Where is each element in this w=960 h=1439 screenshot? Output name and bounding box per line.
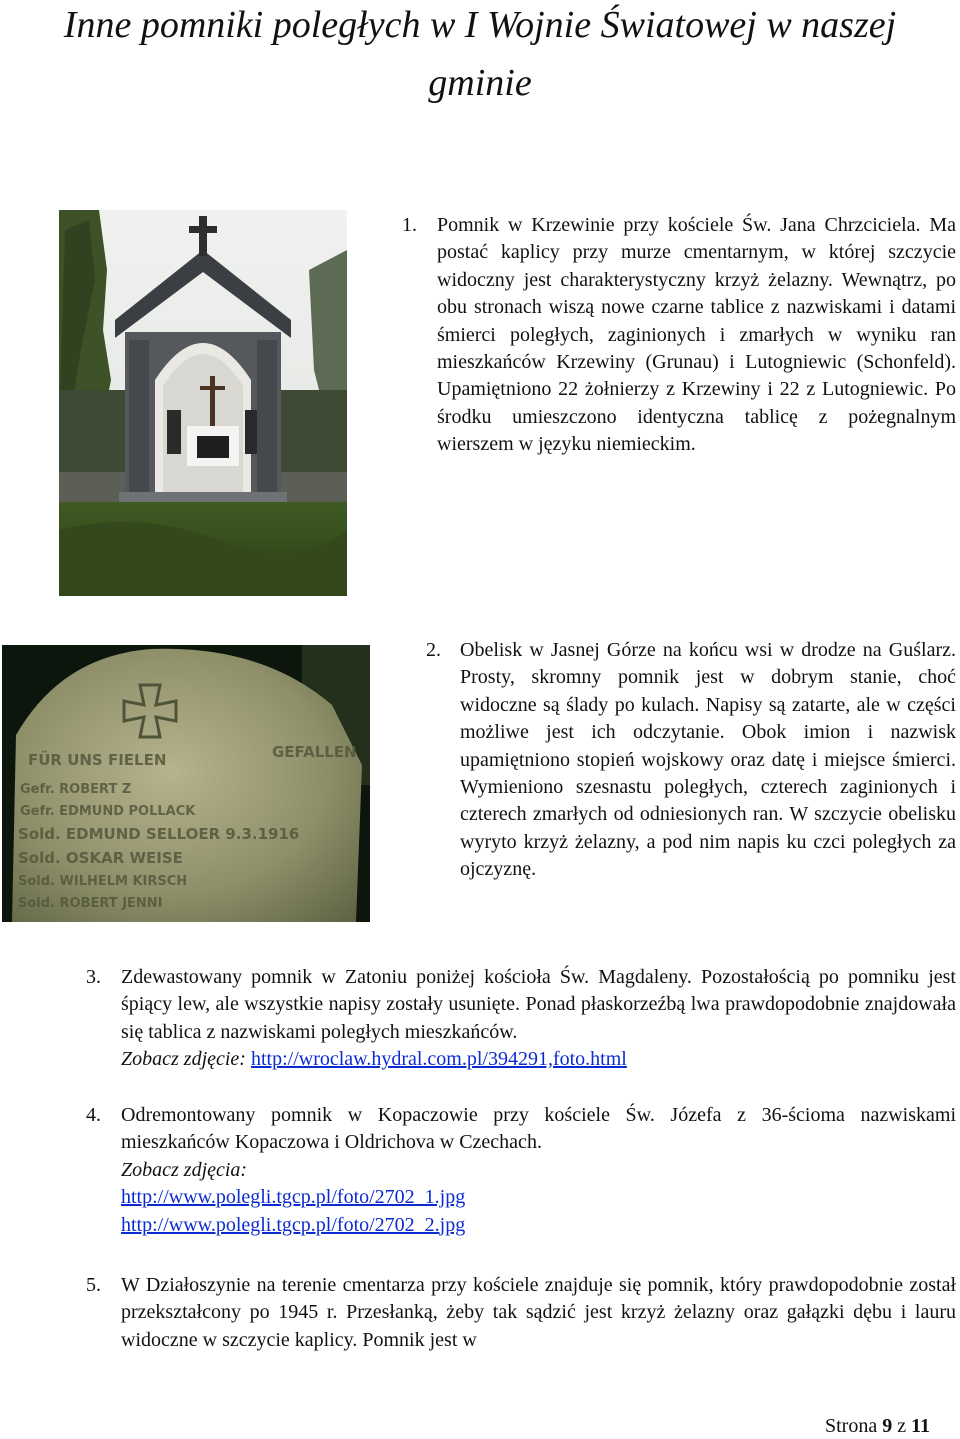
inscription-line: Sold. ROBERT JENNI bbox=[18, 896, 163, 911]
inscription-line: FÜR UNS FIELEN bbox=[28, 751, 167, 769]
inscription-line: Sold. WILHELM KIRSCH bbox=[18, 874, 188, 889]
page-footer bbox=[825, 1414, 930, 1438]
item-3-link[interactable]: http://wroclaw.hydral.com.pl/394291,foto.html bbox=[250, 1048, 627, 1071]
item-4-block bbox=[121, 1102, 956, 1239]
footer-page-number: 9 bbox=[882, 1415, 893, 1437]
item-3-number: 3. bbox=[86, 966, 101, 988]
title-line-2: gminie bbox=[428, 62, 532, 104]
item-1-text: Pomnik w Krzewinie przy kościele Św. Jana Chrzciciela. Ma postać kaplicy przy murze cmentarnym, w której szczycie widoczny jest charakterystyczny krzyż żelazny. Wewnątrz, po obu stronach wiszą nowe czarne tablice z nazwiskami i datami śmierci poległych, zaginionych i zmarłych w wyniku ran mieszkańców Krzewiny (Grunau) i Lutogniewic (Schonfeld). Upamiętniono 22 żołnierzy z Krzewiny i 22 z Lutogniewic. Po środku umieszczono identyczna tablicę z pożegnalnym wierszem w języku niemieckim. bbox=[437, 214, 956, 456]
item-3-block bbox=[121, 964, 956, 1074]
item-5-text: W Działoszynie na terenie cmentarza przy kościele znajduje się pomnik, który prawdopodobnie został przekształcony po 1945 r. Przesłanką, żeby tak sądzić jest krzyż żelazny oraz gałązki dębu i lauru widoczne w szczycie kaplicy. Pomnik jest w bbox=[121, 1274, 956, 1351]
page-title bbox=[0, 0, 960, 112]
inscription-line: Gefr. ROBERT Z bbox=[20, 782, 132, 797]
inscription-line: Sold. OSKAR WEISE bbox=[18, 849, 183, 867]
item-2-text: Obelisk w Jasnej Górze na końcu wsi w drodze na Guślarz. Prosty, skromny pomnik jest w dobrym stanie, choć widoczne są ślady po kulach. Napisy są zatarte, ale w części możliwe jest ich odczytanie. Obok imion i nazwisk upamiętniono stopień wojskowy oraz datę i miejsce śmierci. Wymieniono szesnastu poległych, czterech zaginionych i czterech zmarłych od odniesionych ran. W szczycie obelisku wyryto krzyż żelazny, a pod nim napis ku czci poległych za ojczyznę. bbox=[460, 639, 956, 881]
inscription-line: Sold. EDMUND SELLOER 9.3.1916 bbox=[18, 825, 300, 843]
title-line-1: Inne pomniki poległych w I Wojnie Światowej w naszej bbox=[63, 4, 897, 46]
item-3-text: Zdewastowany pomnik w Zatoniu poniżej kościoła Św. Magdaleny. Pozostałością po pomniku jest śpiący lew, ale wszystkie napisy zostały usunięte. Ponad płaskorzeźbą lwa prawdopodobnie znajdowała się tablica z nazwiskami poległych mieszkańców. bbox=[121, 966, 956, 1043]
item-4-link-1[interactable]: http://www.polegli.tgcp.pl/foto/2702_1.jpg bbox=[121, 1186, 466, 1209]
inscription-line: Gefr. EDMUND POLLACK bbox=[20, 804, 196, 819]
inscription-line: GEFALLEN bbox=[272, 743, 357, 761]
item-4-text: Odremontowany pomnik w Kopaczowie przy kościele Św. Józefa z 36-ścioma nazwiskami mieszkańców Kopaczowa i Oldrichova w Czechach. bbox=[121, 1104, 956, 1154]
footer-separator: z bbox=[897, 1415, 907, 1437]
footer-total-pages: 11 bbox=[911, 1415, 930, 1437]
chapel-photo bbox=[59, 210, 347, 596]
item-3-see-label: Zobacz zdjęcie: bbox=[121, 1048, 246, 1071]
item-2-number: 2. bbox=[426, 639, 441, 661]
footer-label: Strona bbox=[824, 1415, 878, 1437]
item-4-see-label: Zobacz zdjęcia: bbox=[121, 1158, 248, 1181]
obelisk-photo bbox=[2, 645, 370, 922]
item-4-number: 4. bbox=[86, 1104, 101, 1126]
item-4-link-2[interactable]: http://www.polegli.tgcp.pl/foto/2702_2.jpg bbox=[121, 1213, 466, 1236]
item-1-number: 1. bbox=[402, 214, 417, 236]
item-5-number: 5. bbox=[86, 1274, 101, 1296]
